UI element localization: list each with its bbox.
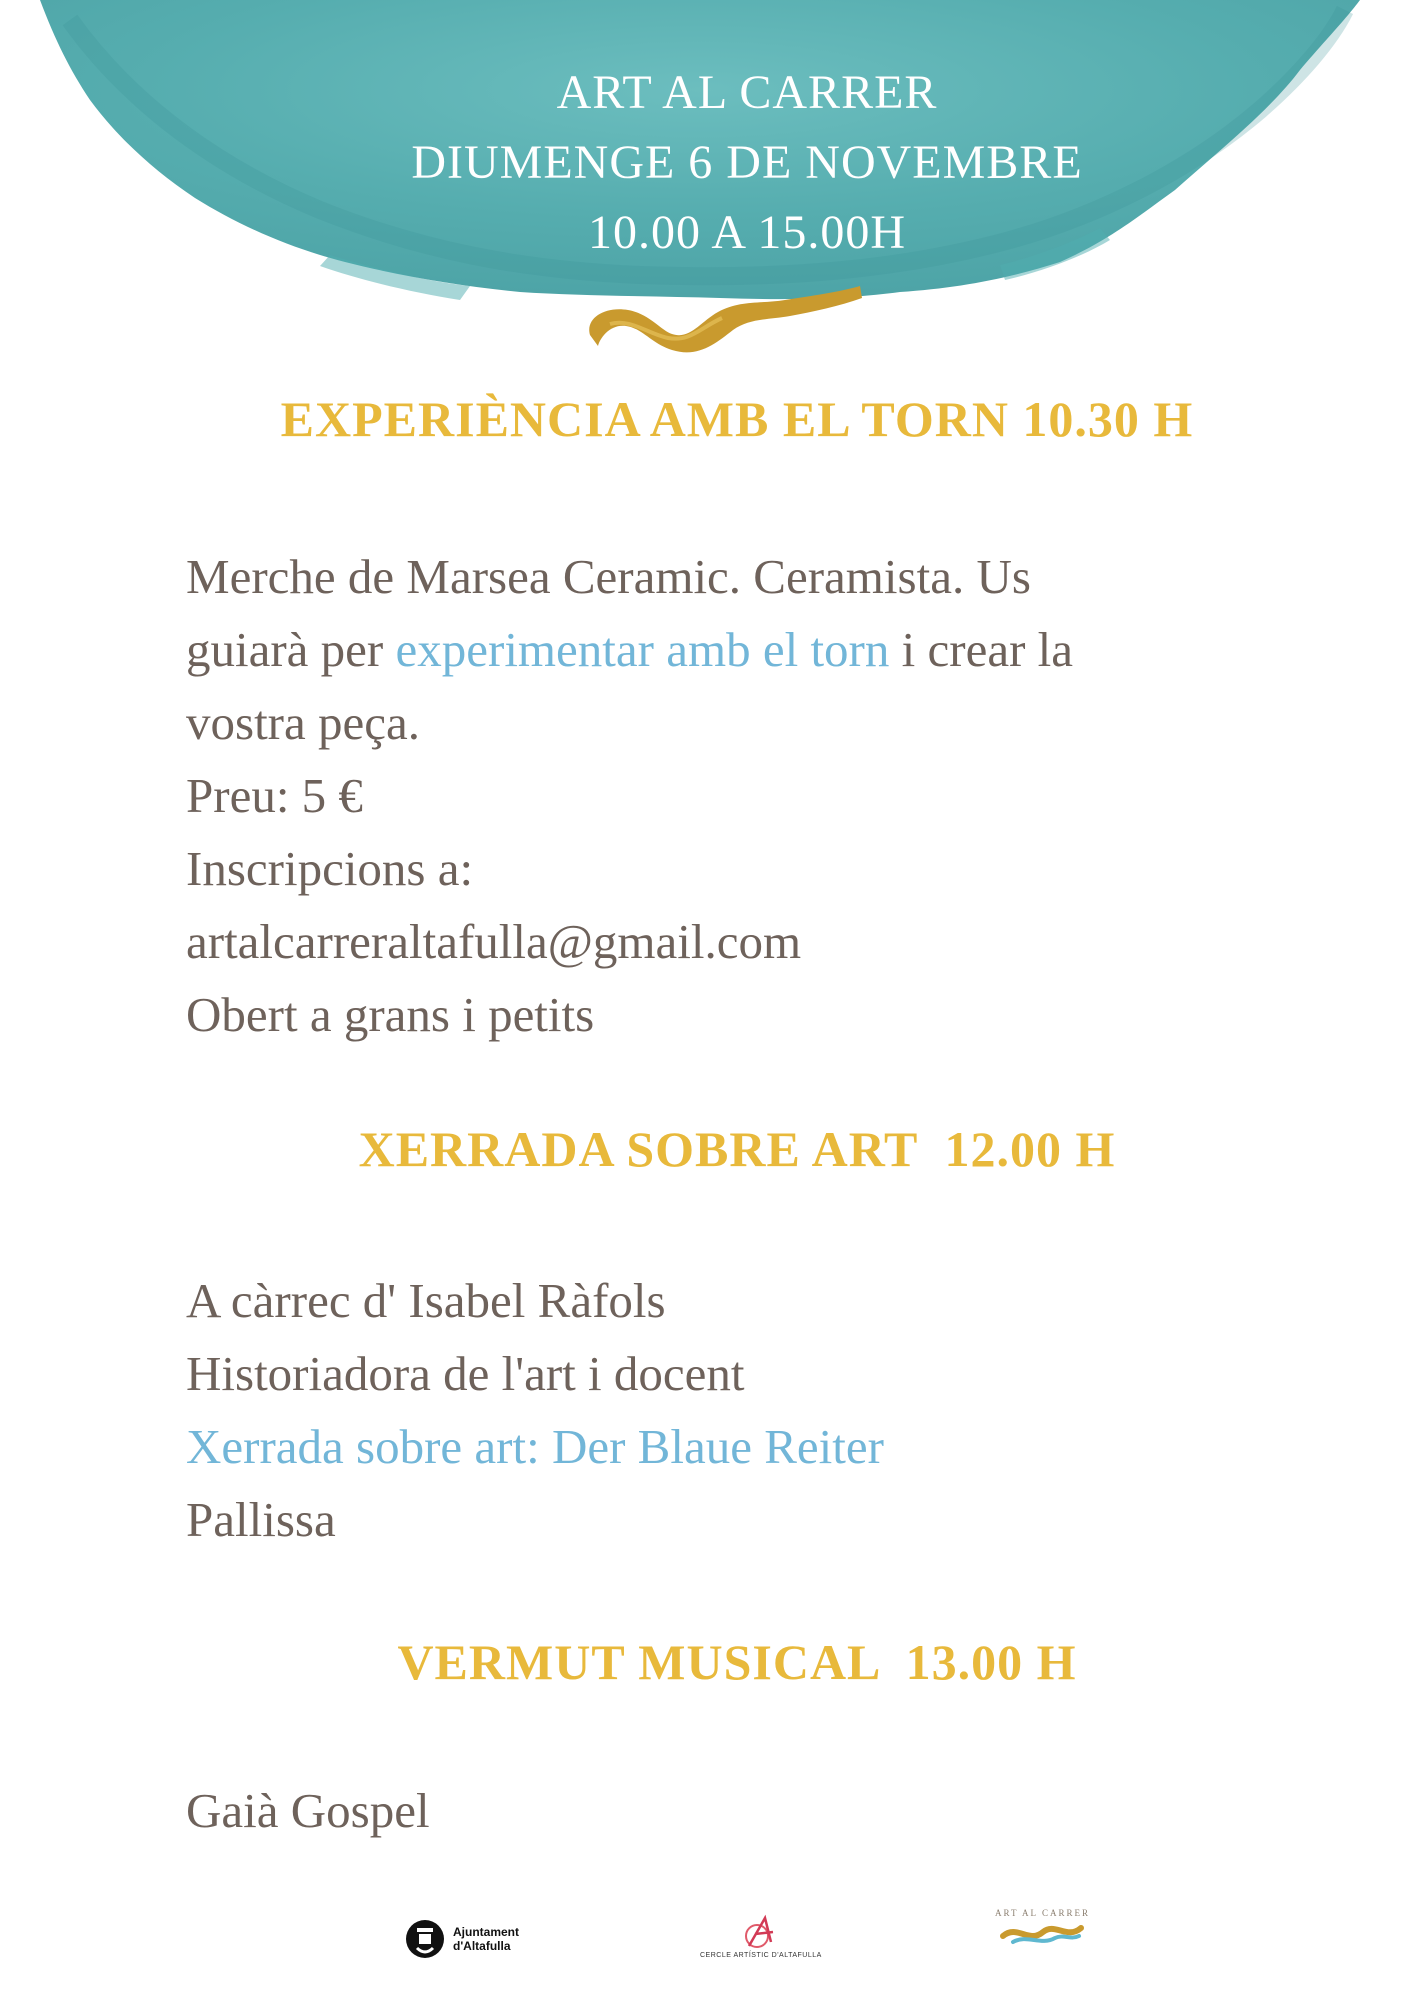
email-address[interactable]: artalcarreraltafulla@gmail.com xyxy=(186,914,802,969)
section-body-xerrada xyxy=(186,1264,1336,1556)
section-title-xerrada: XERRADA SOBRE ART 12.00 H xyxy=(358,1121,1116,1177)
section-title-torn: EXPERIÈNCIA AMB EL TORN 10.30 H xyxy=(280,391,1194,447)
event-hours: 10.00 A 15.00H xyxy=(587,206,907,259)
art-caption: ART AL CARRER xyxy=(995,1908,1090,1918)
municipal-shield-icon xyxy=(405,1914,445,1964)
body-line: Historiadora de l'art i docent xyxy=(186,1346,745,1401)
cercle-artistic-logo xyxy=(700,1912,822,1959)
art-brush-icon xyxy=(997,1918,1087,1950)
event-date: DIUMENGE 6 DE NOVEMBRE xyxy=(411,136,1083,189)
price-line: Preu: 5 € xyxy=(186,768,363,823)
highlight-text: Xerrada sobre art: Der Blaue Reiter xyxy=(186,1419,884,1474)
ajuntament-name: Ajuntament xyxy=(453,1925,519,1939)
cercle-caption: CERCLE ARTÍSTIC D'ALTAFULLA xyxy=(700,1952,822,1959)
section-title-vermut: VERMUT MUSICAL 13.00 H xyxy=(397,1634,1077,1690)
body-line: A càrrec d' Isabel Ràfols xyxy=(186,1273,666,1328)
body-line: Merche de Marsea Ceramic. Ceramista. Us xyxy=(186,549,1031,604)
section-body-torn xyxy=(186,540,1336,1051)
location-line: Pallissa xyxy=(186,1492,336,1547)
ajuntament-town: d'Altafulla xyxy=(453,1939,511,1953)
body-line: Gaià Gospel xyxy=(186,1783,430,1838)
cercle-signature-icon xyxy=(731,1912,791,1952)
event-title: ART AL CARRER xyxy=(556,66,938,119)
body-line: Obert a grans i petits xyxy=(186,987,595,1042)
body-line: Inscripcions a: xyxy=(186,841,474,896)
body-line: vostra peça. xyxy=(186,695,420,750)
body-line xyxy=(186,613,1336,686)
highlight-text: experimentar amb el torn xyxy=(395,622,890,677)
event-header xyxy=(40,58,1414,268)
ajuntament-logo xyxy=(405,1914,519,1964)
body-fragment: guiarà per xyxy=(186,622,396,677)
art-al-carrer-logo xyxy=(995,1908,1090,1950)
section-body-vermut xyxy=(186,1774,1336,1847)
sponsor-logos xyxy=(0,1900,1414,1980)
body-fragment: i crear la xyxy=(889,622,1073,677)
